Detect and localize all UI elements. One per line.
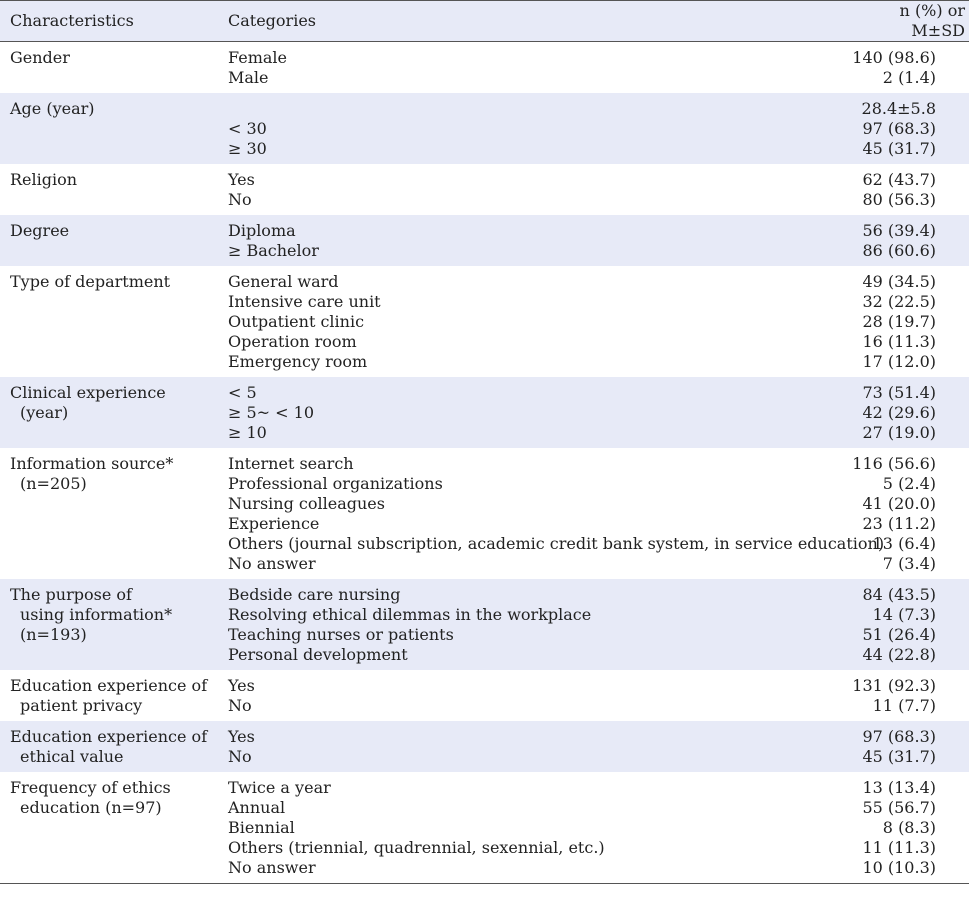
category-label xyxy=(228,99,828,119)
characteristic-cell xyxy=(0,42,218,94)
categories-cell xyxy=(218,42,838,94)
characteristic-label: Religion xyxy=(10,170,78,189)
characteristic-cell xyxy=(0,164,218,215)
categories-cell xyxy=(218,377,838,448)
characteristic-label: Gender xyxy=(10,48,70,67)
categories-cell xyxy=(218,579,838,670)
category-label: No answer xyxy=(228,554,316,573)
value-label: 41 (20.0) xyxy=(862,494,936,513)
category-label: Others (journal subscription, academic credit bank system, in service education) xyxy=(228,534,885,553)
value-label: 17 (12.0) xyxy=(862,352,936,371)
category-label: Operation room xyxy=(228,332,357,351)
table-row xyxy=(0,93,969,164)
values-cell xyxy=(838,266,969,377)
value-label: 55 (56.7) xyxy=(862,798,936,817)
category-label: Nursing colleagues xyxy=(228,494,385,513)
value-label: 42 (29.6) xyxy=(862,403,936,422)
value-label: 73 (51.4) xyxy=(862,383,936,402)
category-label: Biennial xyxy=(228,818,295,837)
category-label: Internet search xyxy=(228,454,354,473)
categories-cell xyxy=(218,448,885,579)
categories-cell xyxy=(218,721,838,772)
characteristic-label: The purpose of xyxy=(10,585,132,604)
categories-cell xyxy=(218,93,838,164)
value-label: 5 (2.4) xyxy=(882,474,936,493)
characteristic-label: Type of department xyxy=(10,272,171,291)
value-label: 10 (10.3) xyxy=(862,858,936,877)
category-label: Personal development xyxy=(228,645,408,664)
category-label: Others (triennial, quadrennial, sexennial, etc.) xyxy=(228,838,605,857)
value-label: 116 (56.6) xyxy=(852,454,936,473)
categories-cell xyxy=(218,215,838,266)
characteristic-cell xyxy=(0,448,218,579)
value-label: 7 (3.4) xyxy=(882,554,936,573)
category-label: Annual xyxy=(228,798,286,817)
category-label: Female xyxy=(228,48,287,67)
characteristic-label: Education experience of xyxy=(10,727,208,746)
values-cell xyxy=(838,42,969,94)
header-categories: Categories xyxy=(218,1,838,42)
category-label: Yes xyxy=(228,170,255,189)
value-label: 97 (68.3) xyxy=(862,119,936,138)
characteristic-label: Information source* xyxy=(10,454,174,473)
value-label: 97 (68.3) xyxy=(862,727,936,746)
value-label: 27 (19.0) xyxy=(862,423,936,442)
table-row xyxy=(0,377,969,448)
value-label: 84 (43.5) xyxy=(862,585,936,604)
category-label: Yes xyxy=(228,676,255,695)
value-label: 28.4±5.8 xyxy=(861,99,936,118)
category-label: Professional organizations xyxy=(228,474,443,493)
value-label: 51 (26.4) xyxy=(862,625,936,644)
table-row xyxy=(0,164,969,215)
value-label: 45 (31.7) xyxy=(862,747,936,766)
value-label: 140 (98.6) xyxy=(852,48,936,67)
table-row xyxy=(0,266,969,377)
characteristic-label: patient privacy xyxy=(20,696,143,715)
category-label: ≥ 5~ < 10 xyxy=(228,403,315,422)
characteristic-label: education (n=97) xyxy=(20,798,162,817)
category-label: Teaching nurses or patients xyxy=(228,625,454,644)
characteristic-cell xyxy=(0,215,218,266)
values-cell xyxy=(838,670,969,721)
characteristic-label: (n=193) xyxy=(20,625,87,644)
characteristic-label: Clinical experience xyxy=(10,383,166,402)
value-label: 32 (22.5) xyxy=(862,292,936,311)
value-label: 28 (19.7) xyxy=(862,312,936,331)
category-label: Intensive care unit xyxy=(228,292,381,311)
value-label: 45 (31.7) xyxy=(862,139,936,158)
characteristic-label: using information* xyxy=(20,605,173,624)
table-row xyxy=(0,579,969,670)
category-label: Emergency room xyxy=(228,352,368,371)
value-label: 23 (11.2) xyxy=(862,514,936,533)
value-label: 2 (1.4) xyxy=(882,68,936,87)
table-body xyxy=(0,42,969,884)
value-label: 131 (92.3) xyxy=(852,676,936,695)
header-characteristics: Characteristics xyxy=(0,1,218,42)
table-row xyxy=(0,448,969,579)
value-label: 44 (22.8) xyxy=(862,645,936,664)
category-label: ≥ 10 xyxy=(228,423,267,442)
category-label: < 5 xyxy=(228,383,257,402)
table-row xyxy=(0,215,969,266)
table-row xyxy=(0,42,969,94)
characteristic-label: (n=205) xyxy=(20,474,87,493)
characteristic-cell xyxy=(0,377,218,448)
values-cell xyxy=(838,721,969,772)
value-label: 14 (7.3) xyxy=(872,605,936,624)
categories-cell xyxy=(218,772,838,884)
values-cell xyxy=(838,772,969,884)
value-label: 11 (7.7) xyxy=(872,696,936,715)
value-label: 56 (39.4) xyxy=(862,221,936,240)
characteristic-label: Education experience of xyxy=(10,676,208,695)
value-label: 16 (11.3) xyxy=(862,332,936,351)
category-label: ≥ Bachelor xyxy=(228,241,319,260)
characteristic-cell xyxy=(0,721,218,772)
characteristic-label: Age (year) xyxy=(10,99,95,118)
characteristic-cell xyxy=(0,670,218,721)
category-label: Resolving ethical dilemmas in the workplace xyxy=(228,605,592,624)
values-cell xyxy=(838,164,969,215)
characteristic-label: (year) xyxy=(20,403,69,422)
characteristic-cell xyxy=(0,772,218,884)
value-label: 11 (11.3) xyxy=(862,838,936,857)
values-cell xyxy=(838,215,969,266)
header-values: n (%) or M±SD xyxy=(838,1,969,42)
table-header-row xyxy=(0,1,969,42)
characteristic-label: Frequency of ethics xyxy=(10,778,171,797)
category-label: < 30 xyxy=(228,119,267,138)
category-label: Bedside care nursing xyxy=(228,585,401,604)
characteristic-label: ethical value xyxy=(20,747,124,766)
category-label: No xyxy=(228,190,252,209)
value-label: 49 (34.5) xyxy=(862,272,936,291)
category-label: Diploma xyxy=(228,221,296,240)
categories-cell xyxy=(218,164,838,215)
value-label: 80 (56.3) xyxy=(862,190,936,209)
value-label: 86 (60.6) xyxy=(862,241,936,260)
category-label: Outpatient clinic xyxy=(228,312,365,331)
values-cell xyxy=(838,448,969,579)
characteristic-cell xyxy=(0,579,218,670)
characteristic-label: Degree xyxy=(10,221,70,240)
value-label: 8 (8.3) xyxy=(882,818,936,837)
category-label: Experience xyxy=(228,514,320,533)
category-label: Male xyxy=(228,68,269,87)
value-label: 13 (6.4) xyxy=(872,534,936,553)
category-label: Yes xyxy=(228,727,255,746)
category-label: General ward xyxy=(228,272,339,291)
category-label: No answer xyxy=(228,858,316,877)
categories-cell xyxy=(218,266,838,377)
table-row xyxy=(0,670,969,721)
table-row xyxy=(0,772,969,884)
category-label: ≥ 30 xyxy=(228,139,267,158)
values-cell xyxy=(838,579,969,670)
values-cell xyxy=(838,93,969,164)
category-label: No xyxy=(228,747,252,766)
category-label: No xyxy=(228,696,252,715)
table-row xyxy=(0,721,969,772)
value-label: 62 (43.7) xyxy=(862,170,936,189)
categories-cell xyxy=(218,670,838,721)
category-label: Twice a year xyxy=(228,778,331,797)
characteristic-cell xyxy=(0,266,218,377)
values-cell xyxy=(838,377,969,448)
value-label: 13 (13.4) xyxy=(862,778,936,797)
characteristic-cell xyxy=(0,93,218,164)
